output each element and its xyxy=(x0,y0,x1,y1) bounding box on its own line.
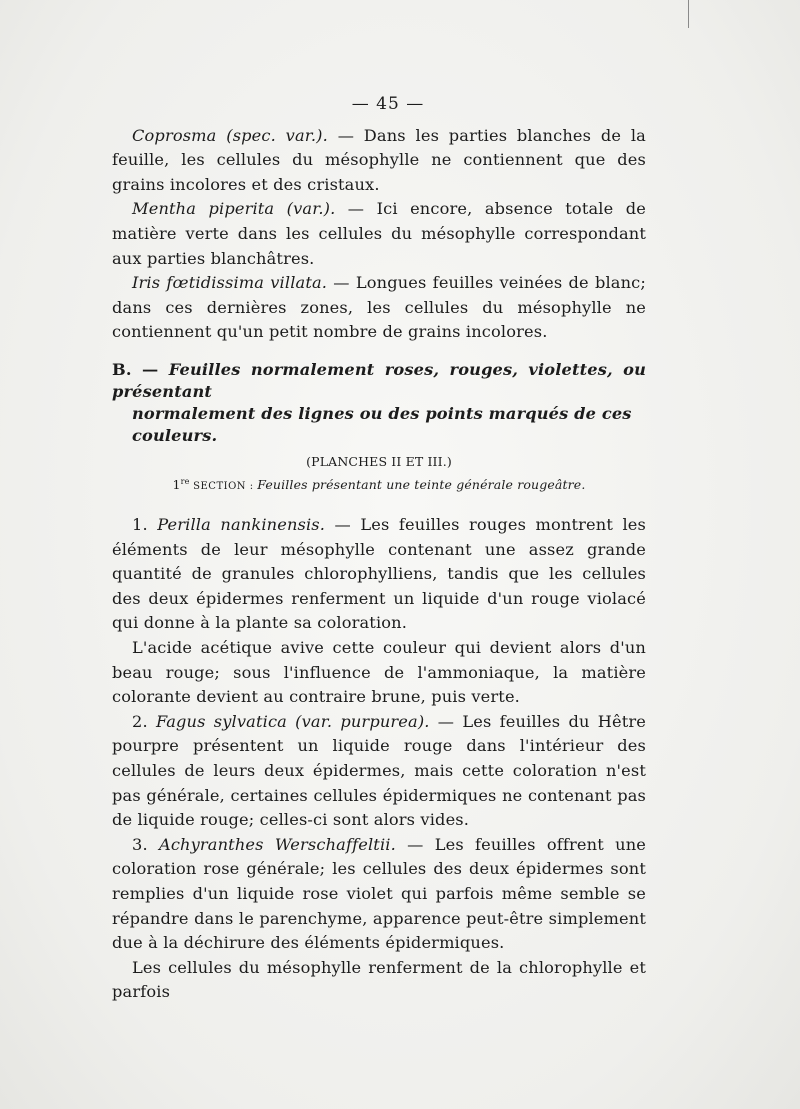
subsection-title: Feuilles présentant une teinte générale rougeâtre. xyxy=(257,477,586,493)
entry-number: 3. xyxy=(132,834,159,854)
subsection-ordinal: re xyxy=(180,476,190,486)
entry-variety: (var. purpurea). xyxy=(286,711,430,731)
entry-text: — Les feuilles du Hêtre pourpre présentent un liquide rouge dans l'intérieur des cellules de leurs deux épidermes, mais cette coloration n'est pas générale, certaines cellules épidermiques ne contenant pas de liquide rouge; celles-ci sont alors vides. xyxy=(112,711,646,830)
paragraph-text: — Dans les parties blanches de la feuille, les cellules du mésophylle ne contiennent que des grains incolores et des cristaux. xyxy=(112,125,646,194)
entry-text: — Les feuilles offrent une coloration rose générale; les cellules des deux épidermes sont remplies d'un liquide rose violet qui parfois même semble se répandre dans le parenchyme, apparence peut-être simplement due à la déchirure des éléments épidermiques. xyxy=(112,834,646,953)
paragraph-mentha xyxy=(112,197,646,271)
entry-text: Les cellules du mésophylle renferment de la chlorophylle et parfois xyxy=(112,957,646,1002)
entry-title: Achyranthes Werschaffeltii. xyxy=(158,834,396,854)
entry-text: L'acide acétique avive cette couleur qui devient alors d'un beau rouge; sous l'influence de l'ammoniaque, la matière colorante devient au contraire brune, puis verte. xyxy=(112,638,646,707)
taxon-title: Coprosma (spec. var.). xyxy=(132,125,328,145)
paragraph-iris xyxy=(112,271,646,345)
section-b-line1: Feuilles normalement roses, rouges, violettes, ou présentant xyxy=(112,359,646,401)
subsection-number: 1 xyxy=(172,477,181,493)
entry-title: Perilla nankinensis. xyxy=(157,515,326,535)
section-b-heading xyxy=(112,359,646,447)
entry-perilla xyxy=(112,513,646,636)
subsection-label: SECTION : xyxy=(189,481,258,493)
entry-fagus xyxy=(112,710,646,833)
taxon-title: Mentha piperita (var.). xyxy=(132,199,336,219)
page-number: — 45 — xyxy=(351,94,425,114)
subsection-heading xyxy=(112,472,646,497)
entry-achyranthes xyxy=(112,833,646,956)
taxon-title: Iris fœtidissima villata. xyxy=(132,273,328,293)
entry-perilla-continued xyxy=(112,636,646,710)
section-b-line2: normalement des lignes ou des points marqués de ces couleurs. xyxy=(132,403,632,445)
paragraph-coprosma xyxy=(112,124,646,198)
planches-reference: (PLANCHES II ET III.) xyxy=(306,453,452,469)
scan-mark xyxy=(688,0,689,28)
entry-title: Fagus sylvatica xyxy=(155,711,287,731)
section-letter: B. — xyxy=(112,359,169,379)
entry-text: — Les feuilles rouges montrent les éléments de leur mésophylle contenant une assez grande quantité de granules chlorophylliens, tandis que les cellules des deux épidermes renferment un liquide d'un rouge violacé qui donne à la plante sa coloration. xyxy=(112,515,646,633)
entry-number: 2. xyxy=(132,711,156,731)
paragraph-text: — Ici encore, absence totale de matière verte dans les cellules du mésophylle correspondant aux parties blanchâtres. xyxy=(112,199,646,268)
entry-number: 1. xyxy=(132,515,158,535)
entry-achyranthes-continued xyxy=(112,956,646,1005)
text-column xyxy=(112,92,646,1005)
paragraph-text: — Longues feuilles veinées de blanc; dans ces dernières zones, les cellules du mésophylle ne contiennent qu'un petit nombre de grains incolores. xyxy=(112,273,646,342)
